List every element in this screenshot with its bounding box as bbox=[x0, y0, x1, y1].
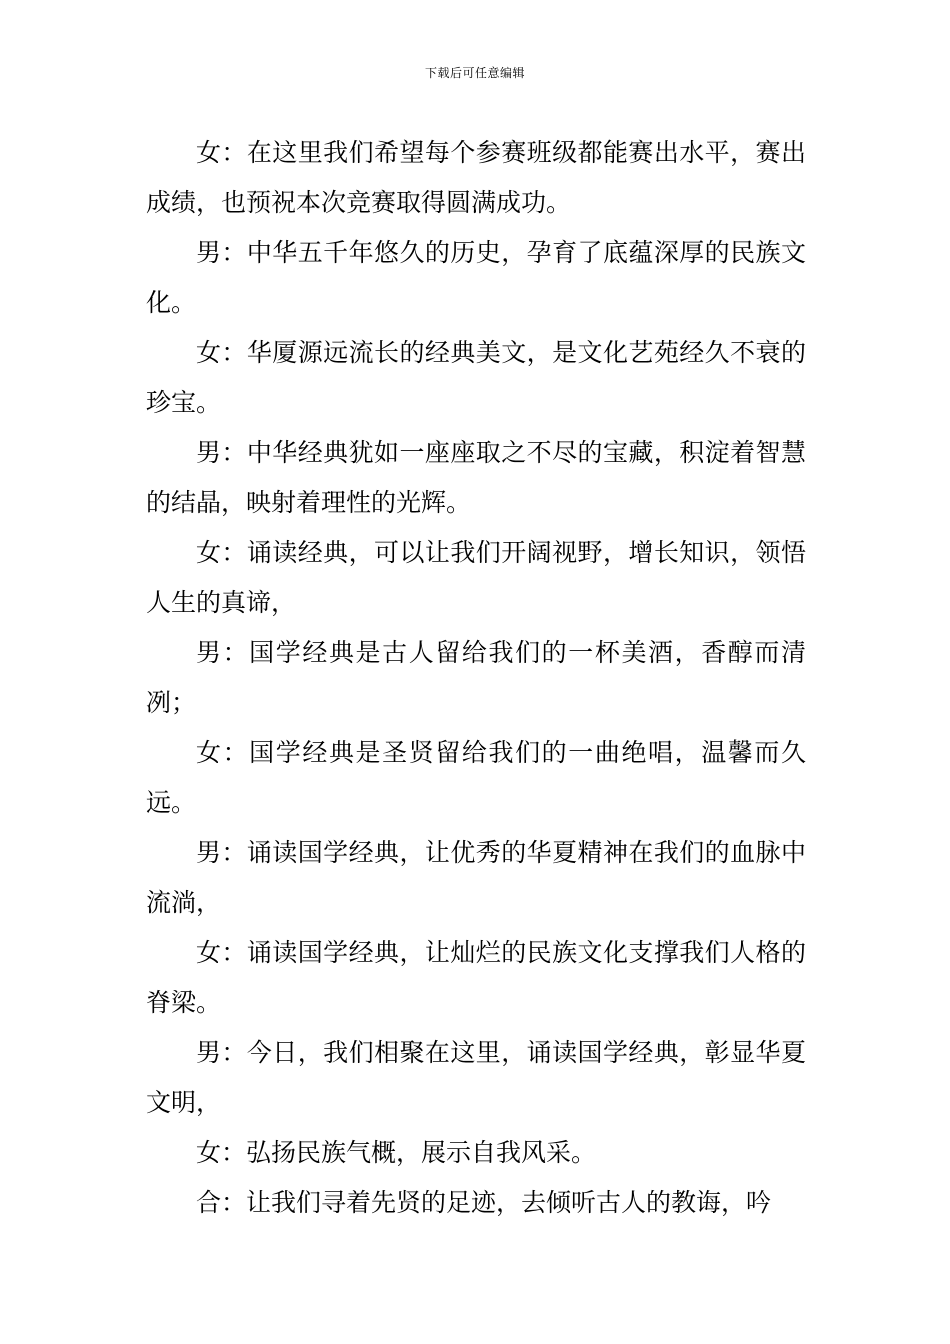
paragraph: 女：华厦源远流长的经典美文，是文化艺苑经久不衰的珍宝。 bbox=[146, 338, 806, 417]
paragraph: 合：让我们寻着先贤的足迹，去倾听古人的教诲，吟 bbox=[196, 1188, 772, 1217]
paragraph: 男：中华经典犹如一座座取之不尽的宝藏，积淀着智慧的结晶，映射着理性的光辉。 bbox=[146, 438, 806, 517]
paragraph: 女：国学经典是圣贤留给我们的一曲绝唱，温馨而久远。 bbox=[146, 738, 806, 817]
paragraph: 男：中华五千年悠久的历史，孕育了底蕴深厚的民族文化。 bbox=[146, 238, 806, 317]
paragraph: 女：诵读国学经典，让灿烂的民族文化支撑我们人格的脊梁。 bbox=[146, 938, 806, 1017]
paragraph: 男：今日，我们相聚在这里，诵读国学经典，彰显华夏文明， bbox=[146, 1038, 806, 1117]
paragraph: 女：在这里我们希望每个参赛班级都能赛出水平，赛出成绩，也预祝本次竞赛取得圆满成功。 bbox=[146, 138, 806, 217]
document-body bbox=[146, 128, 806, 1228]
paragraph: 男：诵读国学经典，让优秀的华夏精神在我们的血脉中流淌， bbox=[146, 838, 806, 917]
paragraph: 男：国学经典是古人留给我们的一杯美酒，香醇而清冽； bbox=[146, 638, 806, 717]
page-header: 下载后可任意编辑 bbox=[424, 66, 525, 80]
paragraph: 女：弘扬民族气概，展示自我风采。 bbox=[196, 1138, 597, 1167]
paragraph: 女：诵读经典，可以让我们开阔视野，增长知识，领悟人生的真谛， bbox=[146, 538, 806, 617]
